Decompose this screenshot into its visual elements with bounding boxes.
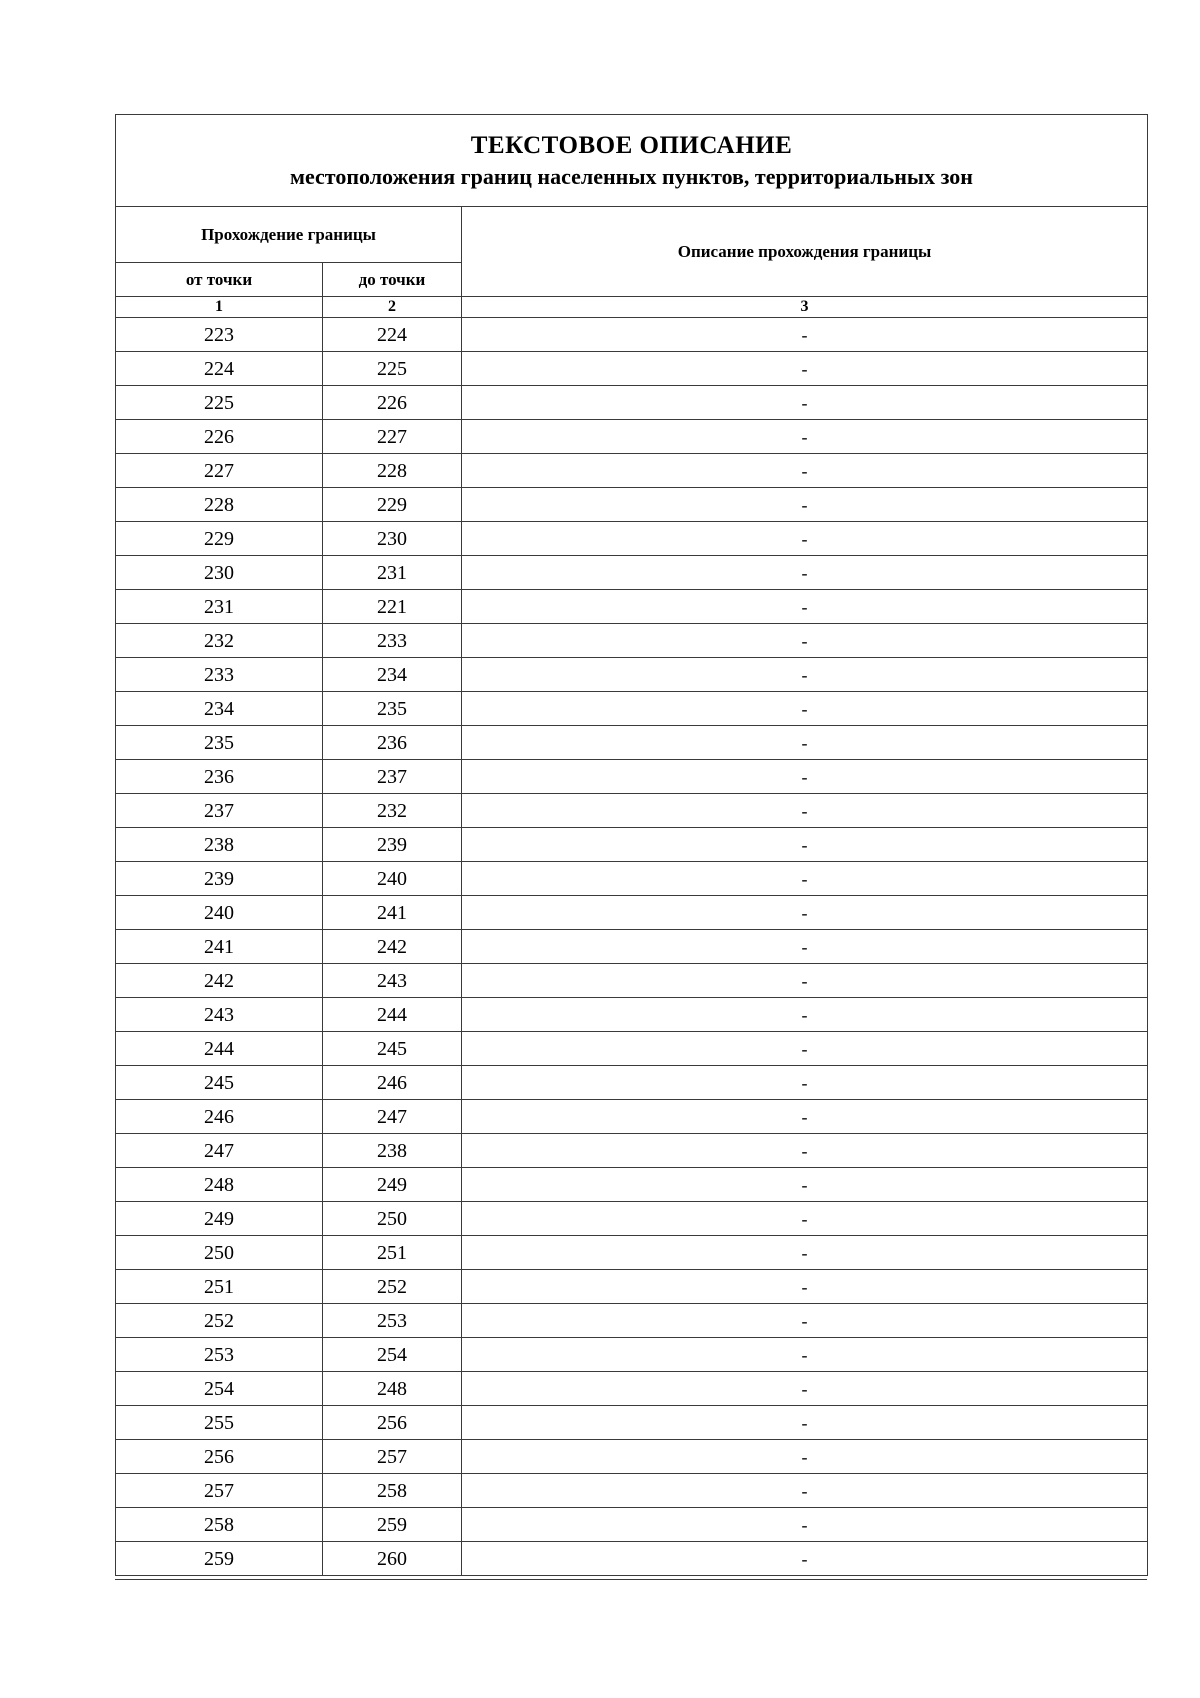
cell-from-point: 246 bbox=[116, 1100, 323, 1134]
header-description: Описание прохождения границы bbox=[462, 207, 1148, 297]
table-row bbox=[116, 590, 1148, 624]
cell-to-point: 235 bbox=[323, 692, 462, 726]
cell-from-point: 257 bbox=[116, 1474, 323, 1508]
document-title-block bbox=[116, 115, 1148, 207]
table-row bbox=[116, 964, 1148, 998]
table-row bbox=[116, 556, 1148, 590]
header-to-point: до точки bbox=[323, 263, 462, 297]
document-title: ТЕКСТОВОЕ ОПИСАНИЕ bbox=[470, 131, 793, 159]
table-row bbox=[116, 760, 1148, 794]
cell-from-point: 233 bbox=[116, 658, 323, 692]
cell-description: - bbox=[462, 828, 1148, 862]
cell-description: - bbox=[462, 522, 1148, 556]
table-row bbox=[116, 1168, 1148, 1202]
table-row bbox=[116, 1440, 1148, 1474]
column-number-1: 1 bbox=[116, 297, 323, 318]
cell-description: - bbox=[462, 1236, 1148, 1270]
cell-description: - bbox=[462, 454, 1148, 488]
cell-to-point: 249 bbox=[323, 1168, 462, 1202]
table-row bbox=[116, 828, 1148, 862]
cell-from-point: 238 bbox=[116, 828, 323, 862]
cell-description: - bbox=[462, 1168, 1148, 1202]
table-row bbox=[116, 1508, 1148, 1542]
table-row bbox=[116, 1474, 1148, 1508]
table-row bbox=[116, 930, 1148, 964]
table-row bbox=[116, 352, 1148, 386]
cell-description: - bbox=[462, 930, 1148, 964]
table-row bbox=[116, 1406, 1148, 1440]
cell-description: - bbox=[462, 488, 1148, 522]
table-row bbox=[116, 1100, 1148, 1134]
cell-to-point: 259 bbox=[323, 1508, 462, 1542]
cell-from-point: 240 bbox=[116, 896, 323, 930]
cell-description: - bbox=[462, 1440, 1148, 1474]
cell-description: - bbox=[462, 794, 1148, 828]
cell-from-point: 250 bbox=[116, 1236, 323, 1270]
cell-description: - bbox=[462, 692, 1148, 726]
cell-from-point: 255 bbox=[116, 1406, 323, 1440]
cell-from-point: 256 bbox=[116, 1440, 323, 1474]
cell-description: - bbox=[462, 1372, 1148, 1406]
cell-to-point: 252 bbox=[323, 1270, 462, 1304]
cell-to-point: 253 bbox=[323, 1304, 462, 1338]
cell-from-point: 234 bbox=[116, 692, 323, 726]
column-number-2: 2 bbox=[323, 297, 462, 318]
cell-to-point: 241 bbox=[323, 896, 462, 930]
cell-to-point: 260 bbox=[323, 1542, 462, 1576]
cell-description: - bbox=[462, 726, 1148, 760]
table-row bbox=[116, 1270, 1148, 1304]
cell-from-point: 254 bbox=[116, 1372, 323, 1406]
cell-from-point: 225 bbox=[116, 386, 323, 420]
cell-to-point: 232 bbox=[323, 794, 462, 828]
cell-description: - bbox=[462, 1270, 1148, 1304]
cell-description: - bbox=[462, 352, 1148, 386]
cell-description: - bbox=[462, 1338, 1148, 1372]
cell-from-point: 239 bbox=[116, 862, 323, 896]
cell-to-point: 248 bbox=[323, 1372, 462, 1406]
cell-to-point: 240 bbox=[323, 862, 462, 896]
table-row bbox=[116, 1066, 1148, 1100]
cell-description: - bbox=[462, 896, 1148, 930]
cell-to-point: 233 bbox=[323, 624, 462, 658]
cell-from-point: 253 bbox=[116, 1338, 323, 1372]
cell-to-point: 242 bbox=[323, 930, 462, 964]
cell-to-point: 246 bbox=[323, 1066, 462, 1100]
table-row bbox=[116, 1372, 1148, 1406]
cell-to-point: 243 bbox=[323, 964, 462, 998]
cell-to-point: 221 bbox=[323, 590, 462, 624]
cell-description: - bbox=[462, 760, 1148, 794]
cell-description: - bbox=[462, 590, 1148, 624]
cell-to-point: 247 bbox=[323, 1100, 462, 1134]
cell-to-point: 257 bbox=[323, 1440, 462, 1474]
cell-description: - bbox=[462, 1508, 1148, 1542]
cell-to-point: 227 bbox=[323, 420, 462, 454]
cell-description: - bbox=[462, 1032, 1148, 1066]
table-row bbox=[116, 726, 1148, 760]
cell-from-point: 241 bbox=[116, 930, 323, 964]
cell-to-point: 239 bbox=[323, 828, 462, 862]
cell-description: - bbox=[462, 1474, 1148, 1508]
table-row bbox=[116, 1236, 1148, 1270]
cell-description: - bbox=[462, 556, 1148, 590]
table-row bbox=[116, 1202, 1148, 1236]
header-boundary-passage: Прохождение границы bbox=[116, 207, 462, 263]
cell-to-point: 237 bbox=[323, 760, 462, 794]
cell-description: - bbox=[462, 1406, 1148, 1440]
table-bottom-rule bbox=[115, 1579, 1147, 1580]
cell-from-point: 251 bbox=[116, 1270, 323, 1304]
cell-description: - bbox=[462, 862, 1148, 896]
cell-from-point: 247 bbox=[116, 1134, 323, 1168]
cell-to-point: 256 bbox=[323, 1406, 462, 1440]
cell-to-point: 231 bbox=[323, 556, 462, 590]
table-row bbox=[116, 658, 1148, 692]
cell-to-point: 229 bbox=[323, 488, 462, 522]
table-row bbox=[116, 488, 1148, 522]
table-row bbox=[116, 1304, 1148, 1338]
cell-description: - bbox=[462, 1304, 1148, 1338]
table-row bbox=[116, 862, 1148, 896]
cell-from-point: 235 bbox=[116, 726, 323, 760]
cell-from-point: 226 bbox=[116, 420, 323, 454]
cell-description: - bbox=[462, 964, 1148, 998]
cell-from-point: 229 bbox=[116, 522, 323, 556]
table-row bbox=[116, 692, 1148, 726]
cell-to-point: 254 bbox=[323, 1338, 462, 1372]
document-subtitle: местоположения границ населенных пунктов, территориальных зон bbox=[290, 163, 973, 189]
cell-description: - bbox=[462, 1066, 1148, 1100]
cell-description: - bbox=[462, 624, 1148, 658]
table-row bbox=[116, 1338, 1148, 1372]
cell-from-point: 248 bbox=[116, 1168, 323, 1202]
cell-to-point: 228 bbox=[323, 454, 462, 488]
cell-from-point: 243 bbox=[116, 998, 323, 1032]
cell-to-point: 230 bbox=[323, 522, 462, 556]
table-row bbox=[116, 624, 1148, 658]
table-row bbox=[116, 896, 1148, 930]
table-row bbox=[116, 522, 1148, 556]
column-number-3: 3 bbox=[462, 297, 1148, 318]
cell-from-point: 252 bbox=[116, 1304, 323, 1338]
table-row bbox=[116, 1134, 1148, 1168]
cell-to-point: 258 bbox=[323, 1474, 462, 1508]
cell-from-point: 231 bbox=[116, 590, 323, 624]
table-row bbox=[116, 386, 1148, 420]
cell-from-point: 237 bbox=[116, 794, 323, 828]
table-row bbox=[116, 1032, 1148, 1066]
cell-from-point: 223 bbox=[116, 318, 323, 352]
cell-description: - bbox=[462, 658, 1148, 692]
cell-to-point: 245 bbox=[323, 1032, 462, 1066]
cell-description: - bbox=[462, 1100, 1148, 1134]
table-row bbox=[116, 454, 1148, 488]
table-row bbox=[116, 420, 1148, 454]
cell-to-point: 250 bbox=[323, 1202, 462, 1236]
table-row bbox=[116, 794, 1148, 828]
cell-description: - bbox=[462, 1134, 1148, 1168]
cell-to-point: 224 bbox=[323, 318, 462, 352]
cell-to-point: 226 bbox=[323, 386, 462, 420]
cell-from-point: 232 bbox=[116, 624, 323, 658]
table-row bbox=[116, 318, 1148, 352]
cell-from-point: 242 bbox=[116, 964, 323, 998]
cell-description: - bbox=[462, 998, 1148, 1032]
cell-to-point: 251 bbox=[323, 1236, 462, 1270]
cell-from-point: 228 bbox=[116, 488, 323, 522]
cell-description: - bbox=[462, 420, 1148, 454]
cell-to-point: 225 bbox=[323, 352, 462, 386]
cell-description: - bbox=[462, 318, 1148, 352]
cell-from-point: 224 bbox=[116, 352, 323, 386]
cell-description: - bbox=[462, 1542, 1148, 1576]
cell-from-point: 245 bbox=[116, 1066, 323, 1100]
table-row bbox=[116, 998, 1148, 1032]
cell-to-point: 244 bbox=[323, 998, 462, 1032]
table-body bbox=[116, 318, 1148, 1576]
cell-from-point: 259 bbox=[116, 1542, 323, 1576]
cell-description: - bbox=[462, 1202, 1148, 1236]
cell-from-point: 244 bbox=[116, 1032, 323, 1066]
cell-from-point: 230 bbox=[116, 556, 323, 590]
cell-to-point: 234 bbox=[323, 658, 462, 692]
boundary-description-table bbox=[115, 114, 1148, 1576]
cell-from-point: 227 bbox=[116, 454, 323, 488]
cell-description: - bbox=[462, 386, 1148, 420]
cell-from-point: 258 bbox=[116, 1508, 323, 1542]
cell-to-point: 238 bbox=[323, 1134, 462, 1168]
cell-from-point: 249 bbox=[116, 1202, 323, 1236]
table-row bbox=[116, 1542, 1148, 1576]
cell-to-point: 236 bbox=[323, 726, 462, 760]
header-from-point: от точки bbox=[116, 263, 323, 297]
cell-from-point: 236 bbox=[116, 760, 323, 794]
